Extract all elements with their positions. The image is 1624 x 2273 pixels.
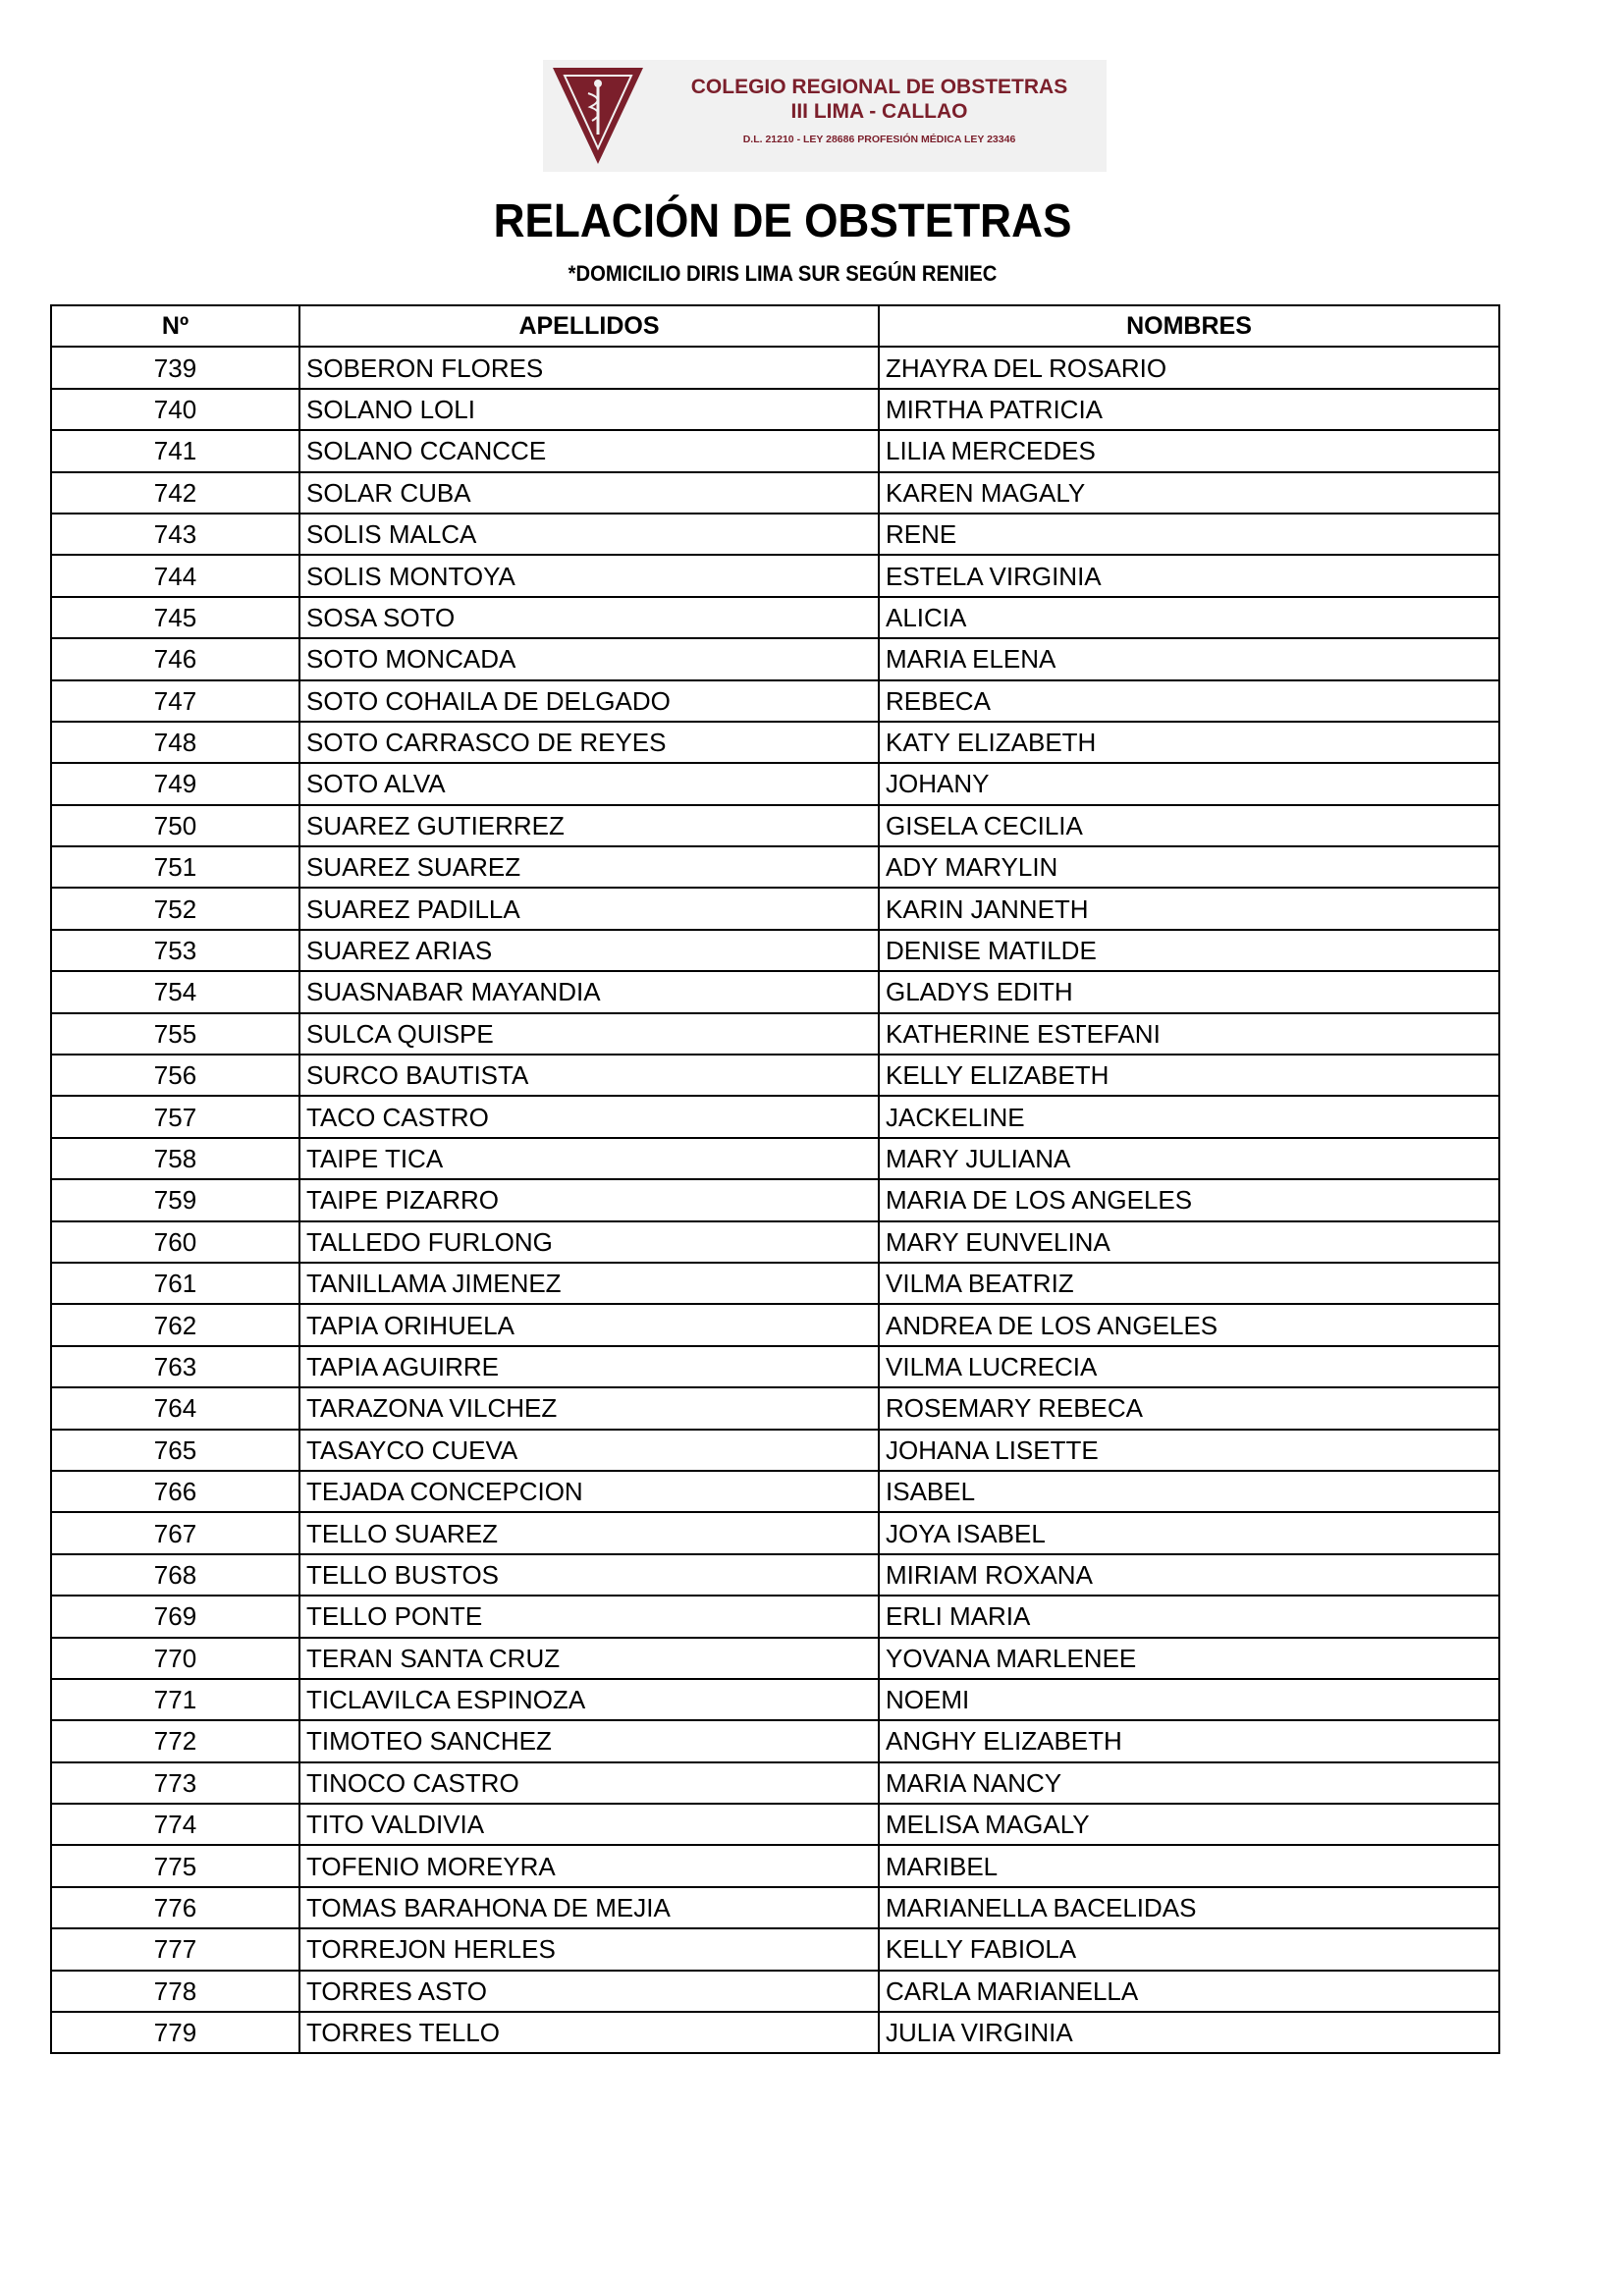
cell-surnames: SOTO MONCADA bbox=[299, 638, 879, 679]
cell-number: 751 bbox=[51, 846, 299, 888]
cell-names: YOVANA MARLENEE bbox=[879, 1638, 1499, 1679]
cell-number: 755 bbox=[51, 1013, 299, 1055]
cell-surnames: TELLO PONTE bbox=[299, 1596, 879, 1637]
cell-names: ESTELA VIRGINIA bbox=[879, 555, 1499, 596]
cell-names: ERLI MARIA bbox=[879, 1596, 1499, 1637]
cell-names: MARIA ELENA bbox=[879, 638, 1499, 679]
page-title: RELACIÓN DE OBSTETRAS bbox=[493, 195, 1072, 247]
cell-names: GLADYS EDITH bbox=[879, 971, 1499, 1012]
cell-number: 747 bbox=[51, 680, 299, 722]
table-row bbox=[51, 1013, 1499, 1055]
table-row bbox=[51, 597, 1499, 638]
table-row bbox=[51, 1138, 1499, 1179]
cell-number: 759 bbox=[51, 1179, 299, 1220]
cell-number: 765 bbox=[51, 1430, 299, 1471]
table-row bbox=[51, 805, 1499, 846]
cell-surnames: TAPIA ORIHUELA bbox=[299, 1304, 879, 1345]
cell-number: 772 bbox=[51, 1720, 299, 1761]
table-row bbox=[51, 971, 1499, 1012]
cell-names: MARY JULIANA bbox=[879, 1138, 1499, 1179]
table-row bbox=[51, 1055, 1499, 1096]
table-row bbox=[51, 722, 1499, 763]
cell-surnames: TOMAS BARAHONA DE MEJIA bbox=[299, 1887, 879, 1928]
cell-surnames: TAPIA AGUIRRE bbox=[299, 1346, 879, 1387]
cell-names: ALICIA bbox=[879, 597, 1499, 638]
cell-number: 773 bbox=[51, 1762, 299, 1804]
cell-names: MIRIAM ROXANA bbox=[879, 1554, 1499, 1596]
cell-surnames: TORREJON HERLES bbox=[299, 1928, 879, 1970]
college-seal-icon bbox=[549, 64, 647, 168]
cell-number: 767 bbox=[51, 1512, 299, 1553]
table-row bbox=[51, 1096, 1499, 1137]
cell-names: KELLY FABIOLA bbox=[879, 1928, 1499, 1970]
cell-number: 741 bbox=[51, 430, 299, 471]
cell-surnames: SOLANO CCANCCE bbox=[299, 430, 879, 471]
table-row bbox=[51, 2012, 1499, 2053]
cell-surnames: TICLAVILCA ESPINOZA bbox=[299, 1679, 879, 1720]
cell-surnames: TOFENIO MOREYRA bbox=[299, 1845, 879, 1886]
cell-surnames: TAIPE PIZARRO bbox=[299, 1179, 879, 1220]
table-body bbox=[51, 347, 1499, 2053]
cell-number: 778 bbox=[51, 1971, 299, 2012]
table-row bbox=[51, 1554, 1499, 1596]
college-logo bbox=[543, 60, 1107, 172]
cell-number: 740 bbox=[51, 389, 299, 430]
cell-surnames: SUAREZ SUAREZ bbox=[299, 846, 879, 888]
table-row bbox=[51, 1762, 1499, 1804]
cell-names: VILMA LUCRECIA bbox=[879, 1346, 1499, 1387]
cell-names: ISABEL bbox=[879, 1471, 1499, 1512]
table-header-row bbox=[51, 305, 1499, 347]
cell-surnames: TELLO SUAREZ bbox=[299, 1512, 879, 1553]
cell-number: 743 bbox=[51, 514, 299, 555]
cell-names: CARLA MARIANELLA bbox=[879, 1971, 1499, 2012]
obstetricians-table bbox=[50, 304, 1500, 2054]
table-row bbox=[51, 1221, 1499, 1263]
cell-names: NOEMI bbox=[879, 1679, 1499, 1720]
cell-names: JACKELINE bbox=[879, 1096, 1499, 1137]
table-row bbox=[51, 930, 1499, 971]
cell-surnames: SOLIS MALCA bbox=[299, 514, 879, 555]
table-row bbox=[51, 1928, 1499, 1970]
cell-surnames: SOBERON FLORES bbox=[299, 347, 879, 388]
cell-number: 744 bbox=[51, 555, 299, 596]
cell-surnames: SOSA SOTO bbox=[299, 597, 879, 638]
cell-number: 777 bbox=[51, 1928, 299, 1970]
table-row bbox=[51, 846, 1499, 888]
cell-surnames: TAIPE TICA bbox=[299, 1138, 879, 1179]
cell-number: 768 bbox=[51, 1554, 299, 1596]
cell-names: ANDREA DE LOS ANGELES bbox=[879, 1304, 1499, 1345]
logo-text-block bbox=[656, 75, 1103, 149]
cell-number: 753 bbox=[51, 930, 299, 971]
table-row bbox=[51, 1804, 1499, 1845]
table-row bbox=[51, 472, 1499, 514]
table-row bbox=[51, 1346, 1499, 1387]
cell-surnames: TITO VALDIVIA bbox=[299, 1804, 879, 1845]
cell-surnames: SOTO CARRASCO DE REYES bbox=[299, 722, 879, 763]
cell-surnames: TORRES ASTO bbox=[299, 1971, 879, 2012]
cell-number: 771 bbox=[51, 1679, 299, 1720]
cell-names: ROSEMARY REBECA bbox=[879, 1387, 1499, 1429]
table-row bbox=[51, 514, 1499, 555]
table-row bbox=[51, 1179, 1499, 1220]
cell-names: KELLY ELIZABETH bbox=[879, 1055, 1499, 1096]
table-row bbox=[51, 1471, 1499, 1512]
cell-number: 757 bbox=[51, 1096, 299, 1137]
cell-number: 749 bbox=[51, 763, 299, 804]
table-row bbox=[51, 1887, 1499, 1928]
cell-number: 760 bbox=[51, 1221, 299, 1263]
cell-names: KATHERINE ESTEFANI bbox=[879, 1013, 1499, 1055]
cell-surnames: TELLO BUSTOS bbox=[299, 1554, 879, 1596]
cell-names: LILIA MERCEDES bbox=[879, 430, 1499, 471]
cell-surnames: SUAREZ PADILLA bbox=[299, 888, 879, 929]
cell-names: ADY MARYLIN bbox=[879, 846, 1499, 888]
cell-surnames: TALLEDO FURLONG bbox=[299, 1221, 879, 1263]
cell-names: KARIN JANNETH bbox=[879, 888, 1499, 929]
cell-names: KATY ELIZABETH bbox=[879, 722, 1499, 763]
cell-number: 750 bbox=[51, 805, 299, 846]
cell-number: 746 bbox=[51, 638, 299, 679]
cell-number: 756 bbox=[51, 1055, 299, 1096]
cell-names: RENE bbox=[879, 514, 1499, 555]
cell-surnames: SOLAR CUBA bbox=[299, 472, 879, 514]
cell-number: 764 bbox=[51, 1387, 299, 1429]
cell-number: 762 bbox=[51, 1304, 299, 1345]
cell-number: 745 bbox=[51, 597, 299, 638]
cell-number: 774 bbox=[51, 1804, 299, 1845]
cell-number: 758 bbox=[51, 1138, 299, 1179]
cell-surnames: TINOCO CASTRO bbox=[299, 1762, 879, 1804]
table-row bbox=[51, 888, 1499, 929]
cell-names: MARIA DE LOS ANGELES bbox=[879, 1179, 1499, 1220]
cell-names: JOYA ISABEL bbox=[879, 1512, 1499, 1553]
cell-names: MARIBEL bbox=[879, 1845, 1499, 1886]
cell-number: 769 bbox=[51, 1596, 299, 1637]
cell-surnames: SULCA QUISPE bbox=[299, 1013, 879, 1055]
table-row bbox=[51, 1263, 1499, 1304]
cell-number: 763 bbox=[51, 1346, 299, 1387]
cell-surnames: SOTO ALVA bbox=[299, 763, 879, 804]
cell-number: 766 bbox=[51, 1471, 299, 1512]
cell-surnames: TIMOTEO SANCHEZ bbox=[299, 1720, 879, 1761]
cell-names: MARIANELLA BACELIDAS bbox=[879, 1887, 1499, 1928]
logo-college-name: COLEGIO REGIONAL DE OBSTETRAS bbox=[690, 76, 1068, 98]
table-row bbox=[51, 1679, 1499, 1720]
cell-number: 752 bbox=[51, 888, 299, 929]
cell-names: VILMA BEATRIZ bbox=[879, 1263, 1499, 1304]
cell-number: 754 bbox=[51, 971, 299, 1012]
table-row bbox=[51, 1512, 1499, 1553]
table-row bbox=[51, 680, 1499, 722]
cell-surnames: SOTO COHAILA DE DELGADO bbox=[299, 680, 879, 722]
cell-surnames: TANILLAMA JIMENEZ bbox=[299, 1263, 879, 1304]
table-row bbox=[51, 555, 1499, 596]
table-row bbox=[51, 1304, 1499, 1345]
cell-names: GISELA CECILIA bbox=[879, 805, 1499, 846]
cell-number: 748 bbox=[51, 722, 299, 763]
cell-names: MELISA MAGALY bbox=[879, 1804, 1499, 1845]
cell-surnames: SOLIS MONTOYA bbox=[299, 555, 879, 596]
cell-surnames: TASAYCO CUEVA bbox=[299, 1430, 879, 1471]
cell-names: JULIA VIRGINIA bbox=[879, 2012, 1499, 2053]
column-header-names: NOMBRES bbox=[879, 305, 1499, 347]
cell-names: MARY EUNVELINA bbox=[879, 1221, 1499, 1263]
cell-surnames: TACO CASTRO bbox=[299, 1096, 879, 1137]
page-subtitle: *DOMICILIO DIRIS LIMA SUR SEGÚN RENIEC bbox=[568, 261, 998, 286]
cell-names: JOHANY bbox=[879, 763, 1499, 804]
cell-number: 742 bbox=[51, 472, 299, 514]
cell-names: MARIA NANCY bbox=[879, 1762, 1499, 1804]
cell-names: MIRTHA PATRICIA bbox=[879, 389, 1499, 430]
table-row bbox=[51, 1596, 1499, 1637]
cell-names: REBECA bbox=[879, 680, 1499, 722]
table-row bbox=[51, 347, 1499, 388]
cell-names: ANGHY ELIZABETH bbox=[879, 1720, 1499, 1761]
table-row bbox=[51, 763, 1499, 804]
cell-number: 776 bbox=[51, 1887, 299, 1928]
column-header-surnames: APELLIDOS bbox=[299, 305, 879, 347]
logo-region: III LIMA - CALLAO bbox=[790, 100, 968, 123]
cell-surnames: TARAZONA VILCHEZ bbox=[299, 1387, 879, 1429]
table-row bbox=[51, 1720, 1499, 1761]
cell-number: 775 bbox=[51, 1845, 299, 1886]
table-row bbox=[51, 389, 1499, 430]
cell-surnames: SUASNABAR MAYANDIA bbox=[299, 971, 879, 1012]
logo-legal-reference: D.L. 21210 - LEY 28686 PROFESIÓN MÉDICA LEY 23346 bbox=[742, 134, 1016, 145]
table-row bbox=[51, 1638, 1499, 1679]
cell-names: ZHAYRA DEL ROSARIO bbox=[879, 347, 1499, 388]
cell-number: 779 bbox=[51, 2012, 299, 2053]
cell-number: 739 bbox=[51, 347, 299, 388]
cell-surnames: TEJADA CONCEPCION bbox=[299, 1471, 879, 1512]
cell-number: 761 bbox=[51, 1263, 299, 1304]
table-row bbox=[51, 638, 1499, 679]
table-row bbox=[51, 1430, 1499, 1471]
table-row bbox=[51, 430, 1499, 471]
cell-surnames: SURCO BAUTISTA bbox=[299, 1055, 879, 1096]
table-row bbox=[51, 1387, 1499, 1429]
cell-surnames: TORRES TELLO bbox=[299, 2012, 879, 2053]
table-row bbox=[51, 1971, 1499, 2012]
cell-names: JOHANA LISETTE bbox=[879, 1430, 1499, 1471]
table-row bbox=[51, 1845, 1499, 1886]
cell-surnames: SOLANO LOLI bbox=[299, 389, 879, 430]
cell-number: 770 bbox=[51, 1638, 299, 1679]
cell-surnames: SUAREZ GUTIERREZ bbox=[299, 805, 879, 846]
cell-names: DENISE MATILDE bbox=[879, 930, 1499, 971]
cell-names: KAREN MAGALY bbox=[879, 472, 1499, 514]
cell-surnames: SUAREZ ARIAS bbox=[299, 930, 879, 971]
column-header-number: Nº bbox=[51, 305, 299, 347]
cell-surnames: TERAN SANTA CRUZ bbox=[299, 1638, 879, 1679]
